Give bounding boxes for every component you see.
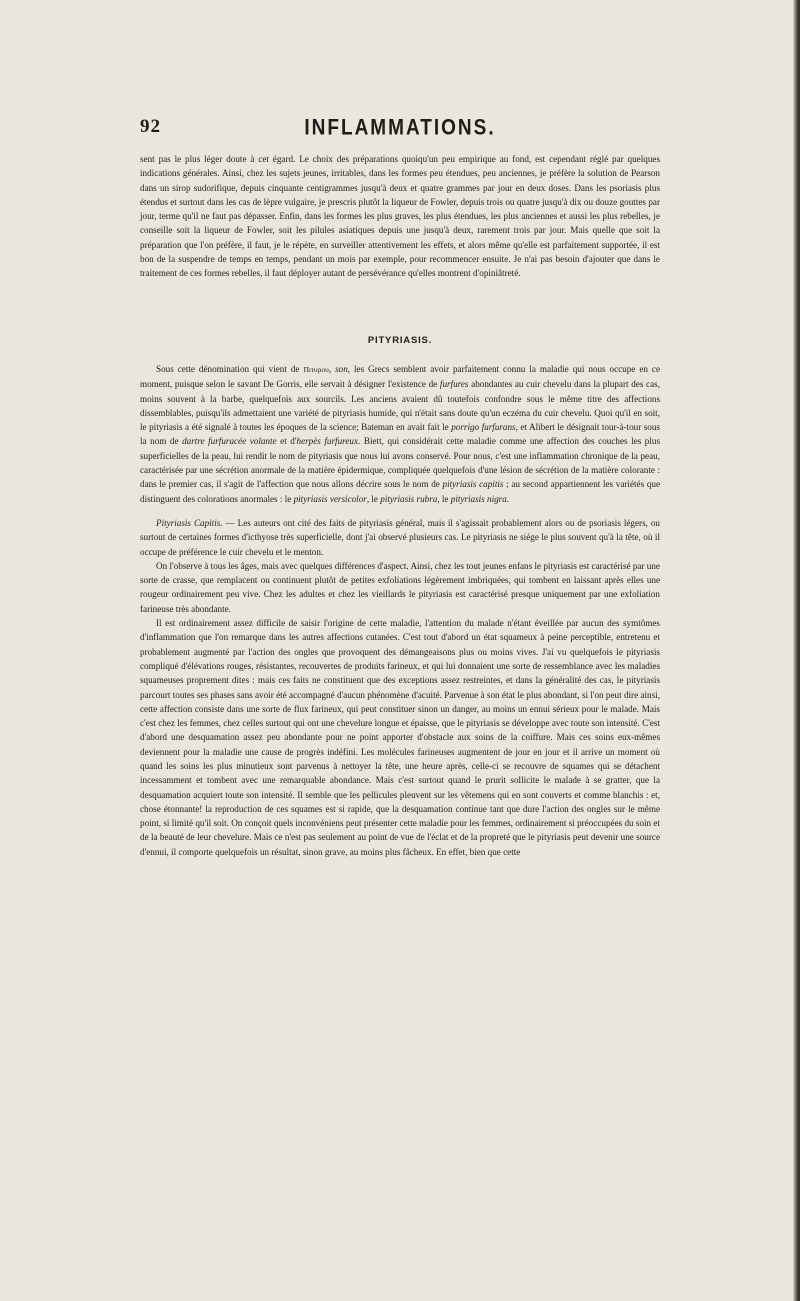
term-capitis: pityriasis capitis <box>442 479 504 490</box>
paragraph-ages: On l'observe à tous les âges, mais avec quelques différences d'aspect. Ainsi, chez les tout jeunes enfans le pityriasis est caractérisé par une sorte de crasse, que remplacent ou continuent plutôt de petites exfoliations légèrement imbriquées, qui tombent en laissant après elles une rougeur ordinairement peu vive. Chez les adultes et chez les vieillards le pityriasis est caractérisé presque uniquement par une exfoliation farineuse très abondante. <box>140 560 660 614</box>
term-herpes: herpès furfureux <box>296 436 359 447</box>
term-furfures: furfures <box>439 379 469 390</box>
page-header <box>140 116 660 144</box>
section-title: PITYRIASIS. <box>367 334 433 346</box>
paragraph-definition: Sous cette dénomination qui vient de Πιτυρου, son, les Grecs semblent avoir parfaitement connu la maladie qui nous occupe en ce moment, puisque selon le savant De Gorris, elle servait à désigner l'existence de furfures abondantes au cuir chevelu dans la plupart des cas, moins souvent à la barbe, quelquefois aux sourcils. Les anciens avaient dû toutefois confondre sous le même titre des affections dissemblables, puisqu'ils admettaient une variété de pityriasis humide, qui n'était sans doute qu'un eczéma du cuir chevelu. Quoi qu'il en soit, le pityriasis a été signalé à toutes les époques de la science; Bateman en avait fait le porrigo furfurans, et Alibert le désignait tour-à-tour sous la nom de dartre furfuracée volante et d'herpès furfureux. Biett, qui considérait cette maladie comme une affection des couches les plus superficielles de la peau, lui rendit le nom de pityriasis que nous lui avons conservé. Pour nous, c'est une inflammation chronique de la peau, caractérisée par une sécrétion anormale de la matière épidermique, compliquée quelquefois d'une lésion de sécrétion de la matière colorante : dans le premier cas, il s'agit de l'affection que nous allons décrire sous le nom de pityriasis capitis ; au second appartiennent les variétés que distinguent des colorations anormales : le pityriasis versicolor, le pityriasis rubra, le pityriasis nigra. <box>140 363 661 504</box>
page-body <box>140 152 660 859</box>
page-edge-shadow <box>793 0 800 1301</box>
term-porrigo: porrigo furfurans <box>451 422 516 433</box>
term-versicolor: pityriasis versicolor <box>293 493 367 504</box>
subsection-title: Pityriasis Capitis. <box>156 517 223 528</box>
term-nigra: pityriasis nigra <box>450 493 507 504</box>
term-dartre: dartre furfuracée volante <box>182 436 277 447</box>
page-number: 92 <box>140 116 161 137</box>
greek-term: Πιτυρου <box>303 364 329 374</box>
running-title: INFLAMMATIONS. <box>304 116 496 141</box>
term-rubra: pityriasis rubra <box>380 493 438 504</box>
paragraph-origin: Il est ordinairement assez difficile de saisir l'origine de cette maladie, l'attention du malade n'étant éveillée par aucun des symtômes d'inflammation que l'on remarque dans les autres affections cutanées. C'est tout d'abord un état squameux à peine perceptible, entretenu et probablement augmenté par l'action des ongles que provoquent des démangeaisons plus ou moins vives. J'ai vu quelquefois le pityriasis compliqué d'élévations rouges, résistantes, recouvertes de produits farineux, et qui lui donnaient une sorte de ressemblance avec les maladies squameuses proprement dites : mais ces faits ne constituent que des exceptions assez restreintes, et dans la généralité des cas, le pityriasis parcourt toutes ses phases sans avoir été accompagné d'aucun phénomène d'acuité. Parvenue à son état le plus abondant, si l'on peut dire ainsi, cette affection consiste dans une sorte de flux farineux, qui peut constituer sinon un danger, au moins un ennui sérieux pour le malade. Mais c'est chez les femmes, chez celles surtout qui ont une chevelure longue et épaisse, que le pityriasis se développe avec toute son intensité. C'est d'abord une desquamation assez peu abondante pour ne point apporter d'obstacle aux soins de la coiffure. Mais ces soins eux-mêmes deviennent pour la maladie une cause de progrès indéfini. Les molécules farineuses augmentent de jour en jour et il arrive un moment où quand les soins les plus minutieux sont parvenus à nettoyer la tête, une heure après, celle-ci se recouvre de squames qui se détachent incessamment et tombent avec une remarquable abondance. Mais c'est surtout quand le prurit sollicite le malade à se gratter, que la desquamation acquiert toute son intensité. Il semble que les pellicules pleuvent sur les vêtemens qui en sont couverts et comme blanchis : et, chose étonnante! la reproduction de ces squames est si rapide, que la desquamation continue tant que dure l'action des ongles sur le même point, si limité qu'il soit. On conçoit quels inconvéniens peut présenter cette maladie pour les femmes, ordinairement si préoccupées du soin et de la beauté de leur chevelure. Mais ce n'est pas seulement au point de vue de l'éclat et de la propreté que le pityriasis peut devenir une source d'ennui, il comporte quelquefois un résultat, sinon grave, au moins plus fâcheux. En effet, bien que cette <box>140 618 660 857</box>
term-son: son <box>335 363 348 374</box>
paragraph-treatment: sent pas le plus léger doute à cet égard. Le choix des préparations quoiqu'un peu empirique au fond, est cependant réglé par quelques indications générales. Ainsi, chez les sujets jeunes, irritables, dans les formes peu étendues, peu anciennes, je préfère la solution de Pearson dans un sirop sudorifique, depuis cinquante centigrammes jusqu'à deux et quatre grammes par jour en deux doses. Dans les psoriasis plus étendus et surtout dans les cas de lèpre vulgaire, je prescris plutôt la liqueur de Fowler, depuis trois ou quatre jusqu'à dix ou douze gouttes par jour, terme qu'il ne faut pas dépasser. Enfin, dans les formes les plus graves, les plus étendues, les plus anciennes et aussi les plus rebelles, je conseille soit la liqueur de Fowler, soit les pilules asiatiques depuis une jusqu'à deux, rarement trois par jour. Mais quelle que soit la préparation que l'on préfère, il faut, je le répète, en surveiller attentivement les effets, et alors même qu'elle est parfaitement supportée, il est bon de la suspendre de temps en temps, pendant un mois par exemple, pour recommencer ensuite. Je n'ai pas besoin d'ajouter que dans le traitement de ces formes rebelles, il faut déployer autant de persévérance qu'elles montrent d'opiniâtreté. <box>140 154 660 279</box>
paragraph-capitis: Pityriasis Capitis. — Les auteurs ont cité des faits de pityriasis général, mais il s'agissait probablement alors ou de psoriasis légers, ou surtout de certaines formes d'icthyose très superficielle, dont j'ai observé plusieurs cas. Le pityriasis ne siége le plus souvent qu'à la tête, où il occupe de préférence le cuir chevelu et le menton. <box>140 517 660 557</box>
